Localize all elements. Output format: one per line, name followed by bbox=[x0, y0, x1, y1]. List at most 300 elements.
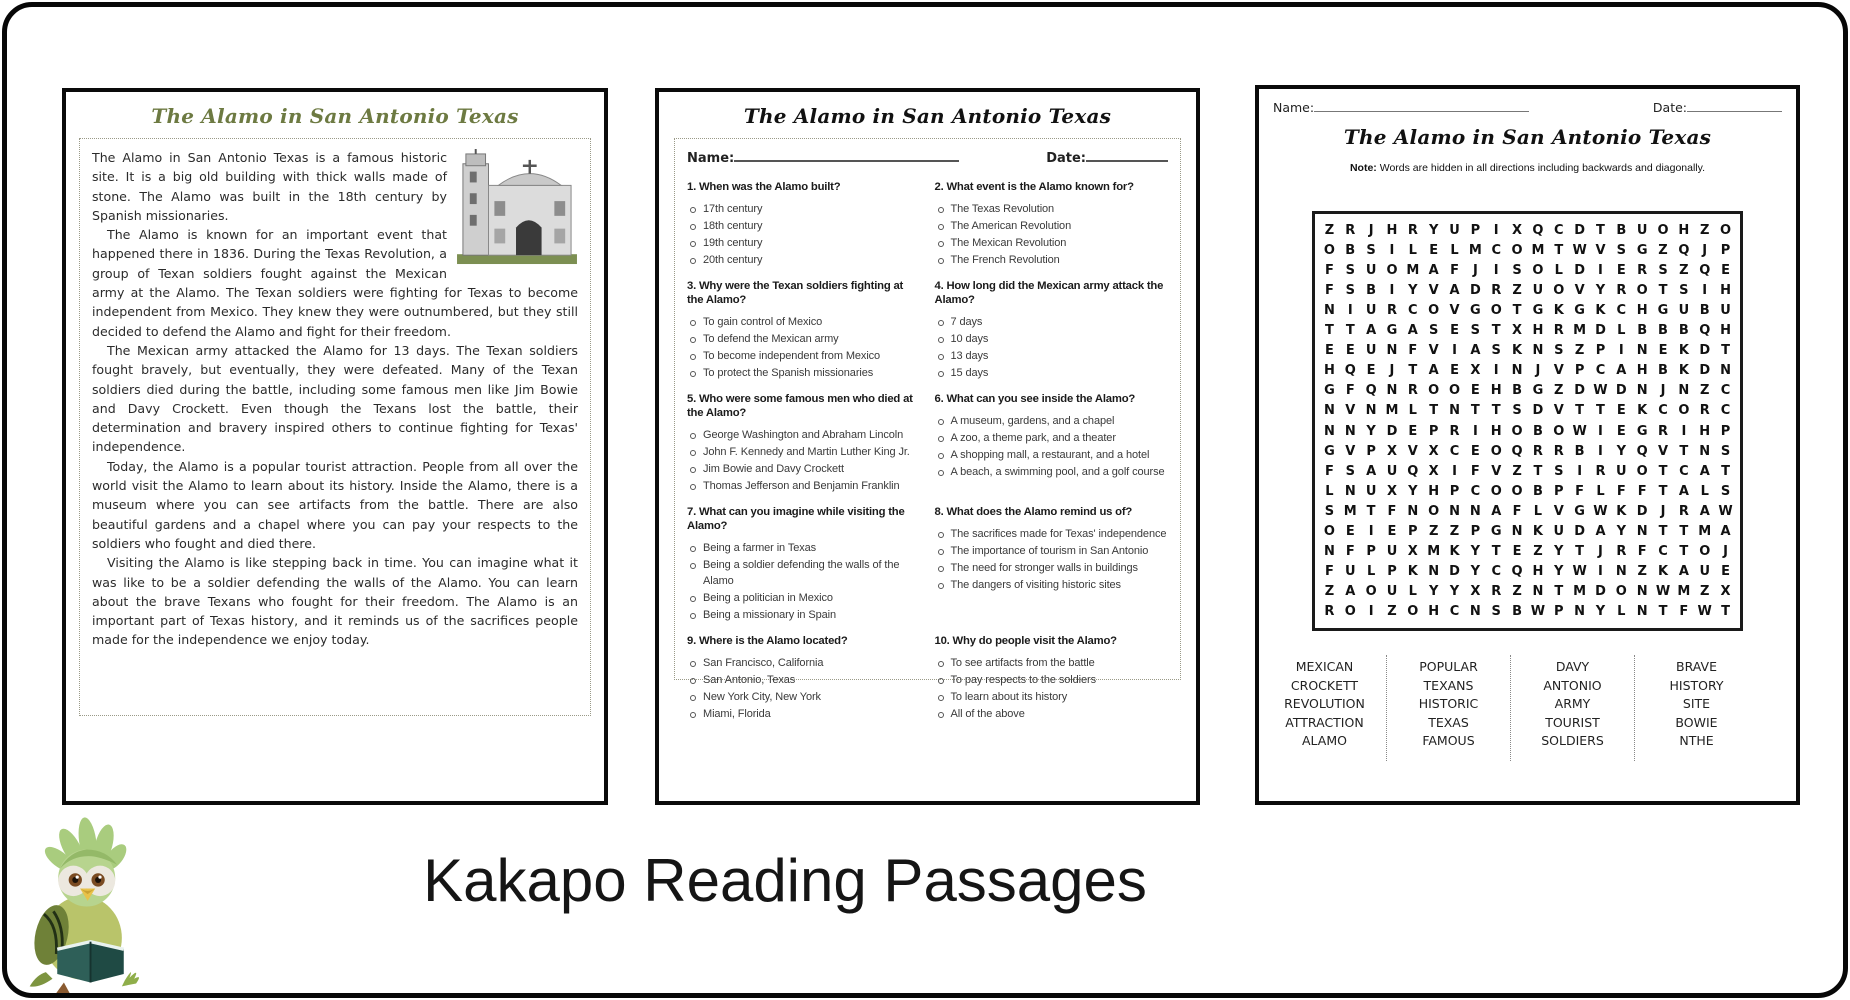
grid-letter: X bbox=[1512, 222, 1523, 238]
option-label: The sacrifices made for Texas' independence bbox=[950, 528, 1167, 540]
grid-letter: T bbox=[1324, 323, 1334, 339]
date-blank bbox=[1687, 99, 1782, 112]
grid-letter: C bbox=[1658, 544, 1668, 560]
grid-letter: F bbox=[1450, 262, 1459, 278]
grid-letter: Q bbox=[1344, 363, 1356, 379]
grid-letter: D bbox=[1699, 363, 1711, 379]
answer-option bbox=[690, 608, 921, 624]
grid-letter: G bbox=[1532, 302, 1544, 318]
grid-letter: N bbox=[1636, 343, 1648, 359]
answer-option bbox=[690, 202, 921, 218]
questions-grid bbox=[687, 174, 1168, 727]
passage-paragraph: Visiting the Alamo is like stepping back in time. You can imagine what it was like to be a soldier defending the walls of the Alamo. You can learn about the brave Texans who fought for their freedom. The Alamo is an important part of Texas history, and it reminds us of the sacrifices people made for the independence we enjoy today. bbox=[92, 555, 578, 648]
option-bullet-icon bbox=[690, 484, 696, 490]
grid-letter: V bbox=[1553, 403, 1564, 419]
grid-letter: U bbox=[1636, 222, 1648, 238]
grid-letter: H bbox=[1699, 423, 1711, 439]
wordsearch-grid bbox=[1312, 211, 1743, 631]
grid-letter: J bbox=[1660, 503, 1666, 519]
grid-letter: V bbox=[1574, 282, 1585, 298]
option-bullet-icon bbox=[690, 258, 696, 264]
grid-letter: U bbox=[1365, 343, 1377, 359]
grid-letter: N bbox=[1469, 503, 1481, 519]
option-bullet-icon bbox=[938, 470, 944, 476]
grid-letter: T bbox=[1658, 463, 1668, 479]
grid-letter: T bbox=[1366, 503, 1376, 519]
grid-letter: S bbox=[1345, 262, 1355, 278]
grid-letter: T bbox=[1679, 524, 1689, 540]
grid-letter: U bbox=[1344, 564, 1356, 580]
grid-letter: R bbox=[1678, 503, 1689, 519]
grid-letter: R bbox=[1553, 443, 1564, 459]
option-label: 7 days bbox=[950, 316, 983, 328]
grid-letter: C bbox=[1470, 483, 1481, 499]
option-bullet-icon bbox=[938, 712, 944, 718]
name-date-row bbox=[1259, 89, 1796, 115]
grid-letter: Y bbox=[1408, 282, 1418, 298]
grid-letter: G bbox=[1574, 503, 1585, 519]
grid-letter: R bbox=[1491, 584, 1502, 600]
answer-option bbox=[690, 349, 921, 365]
grid-letter: V bbox=[1428, 343, 1439, 359]
grid-letter: J bbox=[1368, 222, 1374, 238]
grid-letter: X bbox=[1428, 443, 1439, 459]
option-label: 19th century bbox=[703, 237, 763, 249]
option-bullet-icon bbox=[938, 258, 944, 264]
grid-letter: D bbox=[1449, 564, 1460, 580]
option-label: All of the above bbox=[950, 707, 1025, 720]
grid-letter: Y bbox=[1449, 584, 1460, 600]
grid-letter: V bbox=[1595, 242, 1606, 258]
grid-letter: T bbox=[1575, 403, 1585, 419]
questions-page-title: The Alamo in San Antonio Texas bbox=[743, 104, 1112, 128]
grid-letter: S bbox=[1324, 503, 1335, 519]
grid-letter: I bbox=[1389, 242, 1395, 258]
grid-letter: R bbox=[1616, 282, 1627, 298]
option-label: The Mexican Revolution bbox=[950, 237, 1067, 249]
grid-letter: I bbox=[1681, 423, 1687, 439]
option-label: 17th century bbox=[703, 203, 763, 215]
grid-letter: P bbox=[1408, 524, 1418, 540]
grid-letter: R bbox=[1386, 302, 1397, 318]
grid-letter: L bbox=[1450, 242, 1459, 258]
grid-letter: F bbox=[1679, 604, 1689, 620]
option-label: A zoo, a theme park, and a theater bbox=[950, 432, 1116, 444]
grid-letter: C bbox=[1408, 302, 1418, 318]
option-label: To learn about its history bbox=[950, 690, 1068, 703]
alamo-building-image bbox=[456, 150, 578, 266]
grid-letter: W bbox=[1593, 503, 1608, 519]
grid-letter: V bbox=[1491, 463, 1502, 479]
grid-letter: Y bbox=[1428, 222, 1439, 238]
answer-option bbox=[690, 591, 921, 607]
option-bullet-icon bbox=[938, 419, 944, 425]
grid-letter: H bbox=[1490, 423, 1502, 439]
grid-letter: A bbox=[1470, 343, 1481, 359]
grid-letter: O bbox=[1699, 544, 1711, 560]
grid-letter: M bbox=[1573, 584, 1587, 600]
grid-letter: T bbox=[1512, 302, 1522, 318]
option-label: The Texas Revolution bbox=[950, 203, 1055, 215]
grid-letter: V bbox=[1345, 443, 1356, 459]
grid-letter: A bbox=[1678, 483, 1689, 499]
grid-letter: X bbox=[1470, 584, 1481, 600]
grid-letter: A bbox=[1428, 363, 1439, 379]
grid-letter: D bbox=[1574, 383, 1586, 399]
grid-letter: W bbox=[1697, 604, 1712, 620]
grid-letter: W bbox=[1718, 503, 1733, 519]
grid-letter: N bbox=[1532, 343, 1544, 359]
answer-option bbox=[938, 332, 1169, 348]
option-bullet-icon bbox=[938, 320, 944, 326]
grid-letter: A bbox=[1366, 463, 1377, 479]
answer-option bbox=[938, 656, 1169, 672]
grid-letter: K bbox=[1449, 544, 1460, 560]
grid-letter: U bbox=[1365, 262, 1377, 278]
option-label: To protect the Spanish missionaries bbox=[703, 367, 874, 379]
grid-letter: O bbox=[1428, 503, 1440, 519]
grid-letter: T bbox=[1679, 544, 1689, 560]
hidden-word: TEXAS bbox=[1428, 714, 1469, 730]
hidden-word: ALAMO bbox=[1302, 733, 1347, 748]
questions-page bbox=[655, 88, 1200, 805]
grid-letter: S bbox=[1554, 463, 1564, 479]
grid-letter: H bbox=[1532, 323, 1544, 339]
option-label: 18th century bbox=[703, 220, 763, 232]
grid-letter: Z bbox=[1512, 282, 1522, 298]
grid-letter: E bbox=[1450, 323, 1459, 339]
grid-letter: X bbox=[1428, 463, 1439, 479]
grid-letter: E bbox=[1721, 564, 1731, 580]
grid-letter: D bbox=[1699, 343, 1711, 359]
answer-option bbox=[690, 707, 921, 723]
grid-letter: B bbox=[1532, 483, 1543, 499]
question-block bbox=[935, 499, 1169, 595]
grid-letter: Z bbox=[1512, 463, 1522, 479]
answer-option bbox=[690, 332, 921, 348]
grid-letter: E bbox=[1345, 524, 1355, 540]
grid-letter: S bbox=[1658, 262, 1668, 278]
grid-letter: O bbox=[1532, 262, 1544, 278]
grid-letter: R bbox=[1407, 222, 1418, 238]
wordsearch-note bbox=[1259, 162, 1796, 174]
option-bullet-icon bbox=[938, 532, 944, 538]
grid-letter: I bbox=[1368, 524, 1374, 540]
grid-letter: O bbox=[1365, 584, 1377, 600]
grid-letter: K bbox=[1512, 343, 1523, 359]
grid-letter: I bbox=[1493, 363, 1499, 379]
grid-letter: N bbox=[1449, 403, 1460, 419]
grid-letter: F bbox=[1637, 483, 1647, 499]
grid-letter: F bbox=[1470, 463, 1480, 479]
grid-letter: R bbox=[1324, 604, 1335, 620]
option-label: San Francisco, California bbox=[703, 656, 824, 669]
option-label: Thomas Jefferson and Benjamin Franklin bbox=[703, 480, 900, 492]
question-block bbox=[935, 174, 1169, 270]
grid-letter: P bbox=[1449, 483, 1460, 499]
passage-paragraph: The Alamo in San Antonio Texas is a famous historic site. It is a big old building with thick walls made of stone. The Alamo was built in the 18th century by Spanish missionaries. bbox=[92, 150, 447, 223]
grid-letter: R bbox=[1532, 443, 1543, 459]
grid-letter: N bbox=[1511, 363, 1523, 379]
grid-letter: T bbox=[1721, 343, 1730, 359]
grid-letter: N bbox=[1511, 524, 1523, 540]
grid-letter: L bbox=[1533, 503, 1543, 519]
option-bullet-icon bbox=[938, 241, 944, 247]
grid-letter: W bbox=[1593, 383, 1608, 399]
answer-option bbox=[690, 541, 921, 557]
hidden-word: TOURIST bbox=[1545, 714, 1600, 730]
grid-letter: D bbox=[1636, 503, 1648, 519]
answer-option bbox=[690, 558, 921, 589]
grid-letter: S bbox=[1345, 463, 1355, 479]
hidden-word: DAVY bbox=[1555, 659, 1590, 674]
grid-letter: I bbox=[1493, 262, 1499, 278]
grid-letter: N bbox=[1365, 403, 1377, 419]
grid-letter: T bbox=[1429, 403, 1439, 419]
grid-letter: Q bbox=[1407, 463, 1419, 479]
grid-letter: R bbox=[1637, 262, 1648, 278]
grid-letter: J bbox=[1723, 544, 1728, 560]
grid-letter: O bbox=[1657, 222, 1669, 238]
grid-letter: K bbox=[1678, 343, 1689, 359]
hidden-word: BRAVE bbox=[1676, 659, 1717, 674]
grid-letter: C bbox=[1720, 383, 1731, 399]
grid-letter: E bbox=[1366, 363, 1376, 379]
grid-letter: Y bbox=[1470, 564, 1481, 580]
grid-letter: Z bbox=[1428, 524, 1439, 540]
grid-letter: I bbox=[1598, 443, 1603, 459]
answer-option bbox=[938, 431, 1169, 447]
grid-letter: G bbox=[1532, 383, 1544, 399]
note-label: Note: bbox=[1349, 162, 1377, 174]
option-bullet-icon bbox=[690, 337, 696, 343]
date-field bbox=[1653, 99, 1782, 115]
grid-letter: N bbox=[1699, 443, 1711, 459]
grid-letter: I bbox=[1702, 282, 1708, 298]
grid-letter: I bbox=[1577, 463, 1583, 479]
grid-letter: C bbox=[1449, 604, 1460, 620]
option-label: Miami, Florida bbox=[703, 707, 771, 720]
grid-letter: I bbox=[1618, 343, 1624, 359]
question-block bbox=[935, 628, 1169, 724]
grid-letter: S bbox=[1720, 483, 1731, 499]
grid-letter: Q bbox=[1699, 262, 1711, 278]
option-bullet-icon bbox=[938, 678, 944, 684]
passage-paragraph: The Mexican army attacked the Alamo for 13 days. The Texan soldiers fought bravely, but eventually, they were defeated. Many of the Texan soldiers died during the battle, including some famous men like Jim Bowie and Davy Crockett. Even though the Texans lost the battle, their determination and bravery inspired others to continue fighting for Texas' independence. bbox=[92, 342, 578, 455]
grid-letter: U bbox=[1532, 282, 1544, 298]
name-label: Name: bbox=[687, 151, 735, 166]
grid-letter: U bbox=[1386, 463, 1398, 479]
grid-letter: V bbox=[1553, 503, 1564, 519]
grid-letter: O bbox=[1678, 403, 1690, 419]
grid-letter: R bbox=[1658, 423, 1669, 439]
grid-letter: P bbox=[1470, 524, 1481, 540]
option-label: The dangers of visiting historic sites bbox=[950, 579, 1121, 591]
grid-letter: A bbox=[1699, 503, 1710, 519]
grid-letter: U bbox=[1720, 302, 1731, 318]
option-label: The need for stronger walls in buildings bbox=[950, 562, 1138, 574]
grid-letter: S bbox=[1366, 242, 1376, 258]
grid-letter: Z bbox=[1700, 383, 1710, 399]
question-block bbox=[935, 386, 1169, 482]
grid-letter: P bbox=[1366, 443, 1376, 459]
grid-letter: S bbox=[1428, 323, 1439, 339]
grid-letter: X bbox=[1407, 544, 1418, 560]
grid-letter: B bbox=[1366, 282, 1377, 298]
grid-letter: G bbox=[1386, 323, 1398, 339]
grid-letter: R bbox=[1616, 544, 1627, 560]
grid-letter: P bbox=[1470, 222, 1481, 238]
grid-letter: M bbox=[1698, 524, 1712, 540]
grid-letter: A bbox=[1616, 363, 1627, 379]
date-field bbox=[1046, 147, 1168, 166]
grid-letter: N bbox=[1636, 584, 1648, 600]
grid-letter: C bbox=[1491, 242, 1501, 258]
option-label: The American Revolution bbox=[950, 220, 1072, 232]
grid-letter: E bbox=[1429, 242, 1439, 258]
grid-letter: I bbox=[1452, 343, 1457, 359]
answer-option bbox=[690, 445, 921, 461]
grid-letter: Q bbox=[1511, 564, 1523, 580]
grid-letter: E bbox=[1616, 403, 1626, 419]
option-bullet-icon bbox=[938, 337, 944, 343]
grid-letter: E bbox=[1408, 423, 1418, 439]
grid-letter: D bbox=[1574, 222, 1586, 238]
grid-letter: S bbox=[1470, 323, 1481, 339]
grid-letter: O bbox=[1636, 463, 1648, 479]
option-label: San Antonio, Texas bbox=[703, 673, 796, 686]
grid-letter: R bbox=[1345, 222, 1356, 238]
hidden-word: ANTONIO bbox=[1543, 677, 1602, 693]
grid-letter: H bbox=[1428, 483, 1440, 499]
option-label: To gain control of Mexico bbox=[703, 316, 823, 328]
grid-letter: Y bbox=[1554, 544, 1564, 560]
grid-letter: A bbox=[1345, 584, 1356, 600]
grid-letter: Z bbox=[1658, 242, 1668, 258]
grid-letter: D bbox=[1574, 524, 1586, 540]
grid-letter: B bbox=[1658, 323, 1668, 339]
grid-letter: B bbox=[1532, 423, 1543, 439]
option-bullet-icon bbox=[938, 371, 944, 377]
grid-letter: A bbox=[1491, 503, 1502, 519]
answer-option bbox=[938, 707, 1169, 723]
grid-letter: O bbox=[1511, 242, 1523, 258]
date-blank bbox=[1086, 147, 1168, 162]
grid-letter: C bbox=[1720, 403, 1731, 419]
option-label: Being a farmer in Texas bbox=[703, 542, 817, 554]
grid-letter: E bbox=[1345, 343, 1355, 359]
grid-letter: A bbox=[1720, 524, 1731, 540]
name-field bbox=[687, 147, 959, 166]
question-text: 4. How long did the Mexican army attack the Alamo? bbox=[934, 280, 1164, 306]
grid-letter: N bbox=[1574, 604, 1586, 620]
grid-letter: T bbox=[1679, 443, 1689, 459]
grid-letter: B bbox=[1345, 242, 1356, 258]
grid-letter: N bbox=[1323, 544, 1335, 560]
passage-page-title: The Alamo in San Antonio Texas bbox=[151, 104, 519, 128]
date-label: Date: bbox=[1652, 100, 1687, 115]
grid-letter: W bbox=[1572, 423, 1587, 439]
option-label: A museum, gardens, and a chapel bbox=[950, 415, 1115, 427]
grid-letter: C bbox=[1679, 463, 1689, 479]
grid-letter: E bbox=[1512, 544, 1522, 560]
option-label: John F. Kennedy and Martin Luther King Jr. bbox=[703, 446, 910, 458]
grid-letter: O bbox=[1511, 423, 1523, 439]
grid-letter: J bbox=[1598, 544, 1603, 560]
grid-letter: Z bbox=[1574, 343, 1585, 359]
hidden-word: HISTORY bbox=[1669, 677, 1724, 693]
grid-letter: G bbox=[1324, 383, 1335, 399]
grid-letter: N bbox=[1615, 564, 1627, 580]
grid-letter: S bbox=[1679, 282, 1689, 298]
grid-letter: P bbox=[1595, 343, 1606, 359]
grid-letter: Z bbox=[1637, 564, 1647, 580]
answer-option bbox=[690, 315, 921, 331]
option-bullet-icon bbox=[690, 450, 696, 456]
brand-title: Kakapo Reading Passages bbox=[423, 847, 1147, 914]
option-label: Being a politician in Mexico bbox=[703, 591, 833, 604]
option-label: A beach, a swimming pool, and a golf course bbox=[950, 466, 1165, 478]
grid-letter: H bbox=[1636, 363, 1648, 379]
grid-letter: N bbox=[1636, 383, 1648, 399]
grid-letter: U bbox=[1616, 463, 1627, 479]
grid-letter: E bbox=[1470, 383, 1480, 399]
grid-letter: I bbox=[1389, 282, 1395, 298]
wordsearch-page-title: The Alamo in San Antonio Texas bbox=[1343, 125, 1712, 149]
grid-letter: X bbox=[1386, 483, 1397, 499]
option-bullet-icon bbox=[938, 453, 944, 459]
option-bullet-icon bbox=[690, 678, 696, 684]
grid-letter: Y bbox=[1366, 423, 1376, 439]
grid-letter: N bbox=[1344, 423, 1356, 439]
passage-box bbox=[79, 138, 591, 716]
grid-letter: H bbox=[1636, 302, 1648, 318]
option-label: 15 days bbox=[950, 367, 989, 379]
grid-letter: K bbox=[1616, 503, 1627, 519]
option-label: Being a soldier defending the walls of the Alamo bbox=[703, 559, 900, 587]
grid-letter: N bbox=[1323, 423, 1335, 439]
grid-letter: G bbox=[1324, 443, 1335, 459]
answer-option bbox=[690, 366, 921, 382]
grid-letter: Z bbox=[1449, 524, 1460, 540]
option-bullet-icon bbox=[938, 549, 944, 555]
grid-letter: S bbox=[1345, 282, 1355, 298]
grid-letter: U bbox=[1449, 222, 1460, 238]
grid-letter: L bbox=[1617, 604, 1626, 620]
grid-letter: O bbox=[1720, 222, 1732, 238]
grid-letter: C bbox=[1658, 403, 1668, 419]
hidden-word: SITE bbox=[1682, 696, 1711, 711]
grid-letter: O bbox=[1553, 282, 1565, 298]
grid-letter: F bbox=[1616, 483, 1626, 499]
passage-paragraph: The Alamo is known for an important event that happened there in 1836. During the Texas Revolution, a group of Texan soldiers fought against the Mexican army at the Alamo. The Texan soldiers were fighting for Texas to become independent from Mexico. They knew they were outnumbered, but they still decided to defend the Alamo and fight for their freedom. bbox=[92, 227, 578, 339]
grid-letter: U bbox=[1386, 584, 1398, 600]
grid-letter: F bbox=[1387, 503, 1397, 519]
grid-letter: N bbox=[1428, 564, 1440, 580]
grid-letter: Z bbox=[1387, 604, 1397, 620]
grid-letter: L bbox=[1554, 262, 1563, 278]
grid-letter: O bbox=[1553, 423, 1565, 439]
grid-letter: Y bbox=[1408, 483, 1418, 499]
option-bullet-icon bbox=[938, 354, 944, 360]
grid-letter: J bbox=[1472, 262, 1478, 278]
answer-option bbox=[938, 448, 1169, 464]
option-bullet-icon bbox=[938, 661, 944, 667]
grid-letter: F bbox=[1637, 544, 1647, 560]
option-label: Being a missionary in Spain bbox=[703, 608, 837, 621]
grid-letter: X bbox=[1470, 363, 1481, 379]
option-label: Jim Bowie and Davy Crockett bbox=[703, 463, 844, 475]
